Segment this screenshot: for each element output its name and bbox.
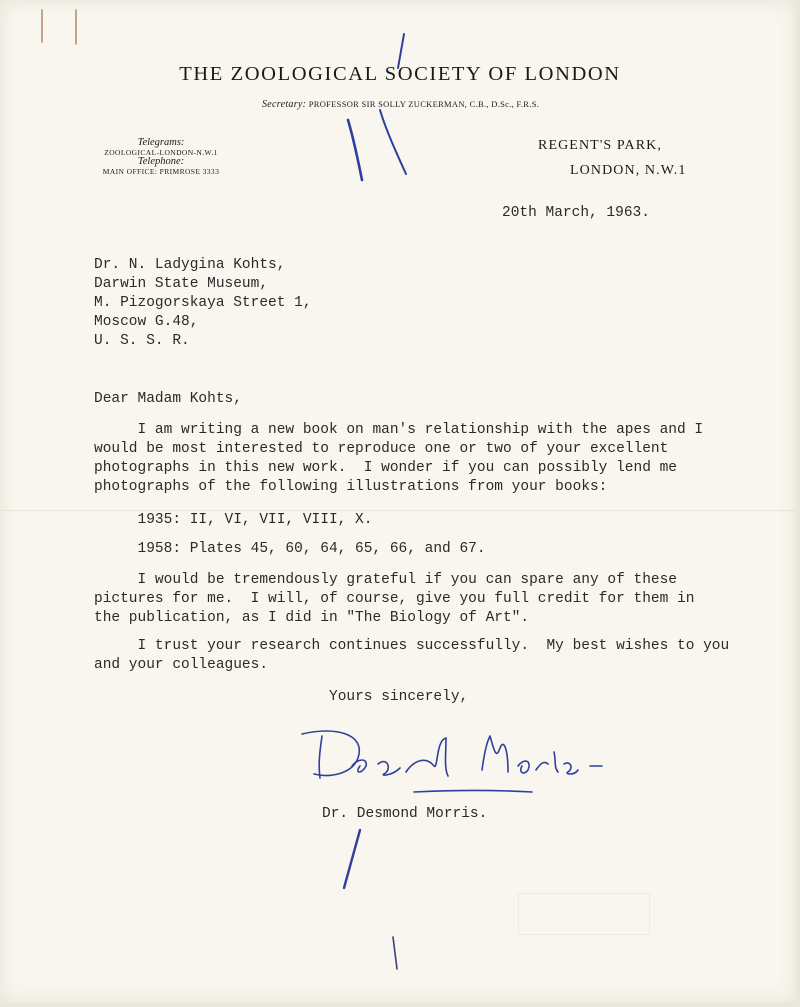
body-line: I am writing a new book on man's relationship with the apes and I	[94, 422, 704, 438]
faint-stamp	[518, 893, 650, 935]
body-line: photographs in this new work. I wonder if you can possibly lend me	[94, 460, 677, 476]
body-line: the publication, as I did in "The Biology of Art".	[94, 610, 530, 626]
address-line-1: REGENT'S PARK,	[538, 138, 662, 153]
recipient-line: Dr. N. Ladygina Kohts,	[94, 257, 286, 273]
telegrams-value: ZOOLOGICAL-LONDON-N.W.1	[104, 148, 218, 157]
pen-mark-lower	[338, 826, 368, 896]
telephone-label: Telephone:	[137, 156, 185, 167]
handwritten-signature	[296, 720, 626, 800]
telephone-block	[96, 156, 226, 176]
salutation: Dear Madam Kohts,	[94, 391, 242, 407]
recipient-line: Moscow G.48,	[94, 314, 199, 330]
signatory-name: Dr. Desmond Morris.	[322, 806, 488, 822]
body-line: pictures for me. I will, of course, give you full credit for them in	[94, 591, 695, 607]
list-item: 1935: II, VI, VII, VIII, X.	[94, 512, 373, 528]
secretary-label: Secretary:	[262, 99, 307, 110]
recipient-line: M. Pizogorskaya Street 1,	[94, 295, 312, 311]
pen-mark-bottom	[385, 935, 405, 975]
recipient-line: Darwin State Museum,	[94, 276, 269, 292]
body-line: would be most interested to reproduce one or two of your excellent	[94, 441, 669, 457]
address-block	[538, 133, 686, 183]
pen-marks	[340, 30, 420, 190]
telegrams-block	[96, 137, 226, 157]
body-line: I would be tremendously grateful if you can spare any of these	[94, 572, 677, 588]
telephone-value: MAIN OFFICE: PRIMROSE 3333	[102, 167, 220, 176]
society-name: THE ZOOLOGICAL SOCIETY OF LONDON	[179, 63, 621, 85]
list-item: 1958: Plates 45, 60, 64, 65, 66, and 67.	[94, 541, 486, 557]
body-line: and your colleagues.	[94, 657, 269, 673]
body-line: I trust your research continues successfully. My best wishes to you	[94, 638, 730, 654]
body-line: photographs of the following illustrations from your books:	[94, 479, 608, 495]
closing: Yours sincerely,	[329, 689, 469, 705]
letter-date: 20th March, 1963.	[502, 205, 650, 221]
address-line-2: LONDON, N.W.1	[570, 163, 687, 178]
recipient-line: U. S. S. R.	[94, 333, 190, 349]
secretary-name: PROFESSOR SIR SOLLY ZUCKERMAN, C.B., D.Sc., F.R.S.	[308, 99, 540, 109]
corner-marks	[30, 6, 90, 46]
telegrams-label: Telegrams:	[137, 137, 185, 148]
